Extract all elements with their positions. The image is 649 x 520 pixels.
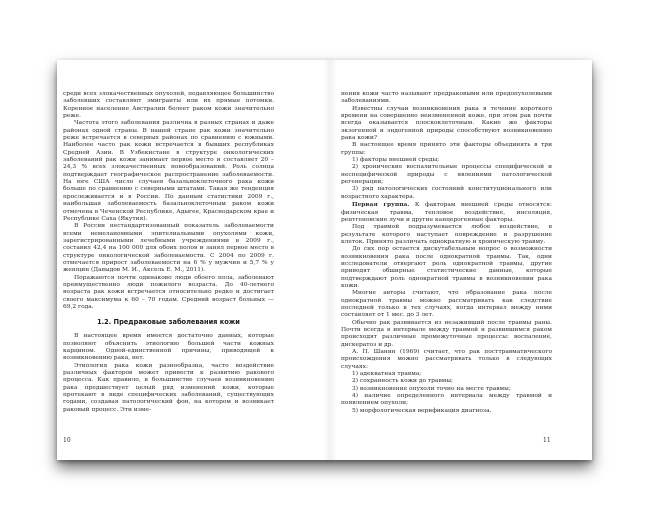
list-item: 4) наличие определенного интервала между травмой и появлением опухоли; (341, 393, 552, 407)
paragraph-group-first (341, 201, 552, 224)
paragraph: В России нестандартизованный показатель заболеваемости всеми немеланомными эпителиальными опухолями кожи, зарегистрированными лечебными учреждениями в 2009 г., составил 42,4 на 100 000 для обоих полов и занял первое место в структуре онкологической заболеваемости. С 2004 по 2009 г. отмечается прирост заболеваемости на 6 % у мужчин и 5,7 % у женщин (Давыдов М. И., Аксель Е. М., 2011). (63, 223, 274, 274)
left-page-text (63, 91, 274, 414)
paragraph: А. П. Шанин (1969) считает, что рак посттравматического происхождения можно рассматривать только в следующих случаях: (341, 349, 552, 370)
paragraph: Многие авторы считают, что образование рака после однократной травмы можно рассматривать как следствие последней только в тех случаях, когда интервал между ними составляет от 1 мес. до 3 лет. (341, 290, 552, 319)
paragraph: Обычно рак развивается из незаживший после травмы раны. Почти всегда в интервале между травмой и развившимся раком происходят различные промежуточные процессы: воспаление, дискератоз и др. (341, 319, 552, 348)
group-label: Первая группа. (352, 201, 410, 209)
paragraph: Известны случаи возникновения рака в течение короткого времени на совершенно неизмененной коже, при этом рак почти всегда оказывается плоскоклеточным. Какие же факторы экзогенной и эндогенной природы способствуют возникновению рака кожи? (341, 105, 552, 142)
paragraph: нения кожи часто называют предраковыми или предопухолевыми заболеваниями. (341, 91, 552, 105)
list-item: 1) адекватная травма; (352, 371, 422, 378)
paragraph: В настоящее время принято эти факторы объединять в три группы: (341, 142, 552, 156)
list-item: 3) ряд патологических состояний конституционального или возрастного характера. (341, 186, 552, 200)
list-item: 3) возникновение опухоли точно на месте травмы; (352, 385, 511, 392)
left-page (57, 60, 325, 460)
page-number-left: 10 (63, 437, 71, 444)
paragraph: Этиология рака кожи разнообразна, часто воздействие различных факторов может привести к развитию ракового процесса. Как правило, в большинстве случаев возникновению рака предшествует целый ряд изменений кожи, которые протекают в виде специфических заболеваний, существующих годами, создавая патологический фон, на котором и возникает раковый процесс. Эти изме- (63, 362, 274, 413)
list-item: 2) сохранность кожи до травмы; (352, 378, 454, 385)
list-item: 1) факторы внешней среды; (352, 157, 440, 164)
list-item: 2) хронические воспалительные процессы специфической и неспецифической природы с явлениями патологической регенерации; (341, 164, 552, 186)
section-heading: 1.2. Предраковые заболевания кожи (97, 317, 240, 326)
paragraph: Поражаются почти одинаково люди обоего пола, заболевают преимущественно люди пожилого возраста. До 40-летнего возраста рак кожи встречается относительно редко и достигает своего максимума к 60 – 70 годам. Средний возраст больных — 69,2 года. (63, 274, 274, 310)
paragraph: Частота этого заболевания различна в разных странах и даже районах одной страны. В нашей стране рак кожи значительно реже встречается в северных районах по сравнению с южными. Наиболее часто рак кожи встречается в бывших республиках Средней Азии. В Узбекистане в структуре онкологических заболеваний рак кожи занимает первое место и составляет 20 – 24,3 % всех злокачественных новообразований. Роль солнца подтверждает географическое распространение заболеваемости. На юге США число случаев базальноклеточного рака кожи больше по сравнению с северными штатами. Такая же тенденция прослеживается и в России. По данным статистики 2009 г., наибольшая заболеваемость базальноклеточным раком кожи отмечена в Чеченской Республике, Адыгее, Краснодарском крае и Республике Саха (Якутия). (63, 120, 274, 222)
paragraph: Под травмой подразумевается любое воздействие, в результате которого наступает повреждение и разрушение клеток. Принято различать однократную и хроническую травму. (341, 224, 552, 245)
list-item: 5) морфологическая верификация диагноза. (352, 407, 492, 414)
right-page-text (341, 91, 552, 415)
paragraph: До сих пор остается дискутабельным вопрос о возможности возникновения рака после однократной травмы. Так, одни исследователи отвергают роль однократной травмы, другие приводят обширные статистические данные, которые подтверждают роль однократной травмы в возникновении рака кожи. (341, 246, 552, 289)
group-text: К факторам внешней среды относятся: физическая травма, тепловое воздействие, инсоляция, рентгеновские лучи и другие канцерогенные факторы. (341, 202, 552, 223)
paragraph: среди всех злокачественных опухолей, подавляющее большинство заболевших составляют эмигранты или их прямые потомки. Коренное население Австралии болеет раком кожи значительно реже. (63, 91, 274, 120)
page-number-right: 11 (543, 437, 551, 444)
book-spread (57, 60, 592, 460)
paragraph: В настоящее время имеется достаточно данных, которые позволяют объяснить этиологию большей части кожных карцином. Одной-единственной причины, приводящей к возникновению рака, нет. (63, 333, 274, 362)
right-page (325, 60, 593, 460)
